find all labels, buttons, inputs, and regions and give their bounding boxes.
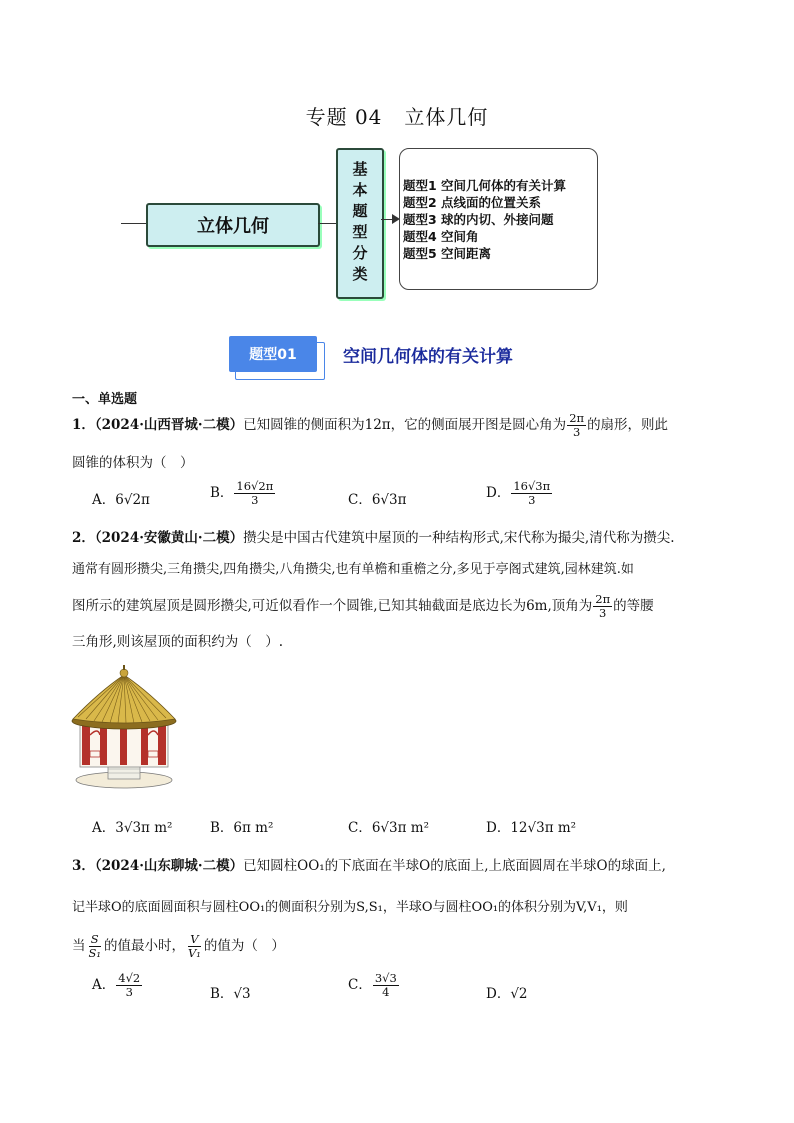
option-value: √2 (510, 986, 528, 1002)
frac-den: 4 (382, 985, 390, 999)
title-main: 立体几何 (404, 105, 489, 129)
option-value: 6√3π (371, 492, 407, 508)
q3-line3b: 的值最小时， (104, 938, 185, 954)
q3-line1: 已知圆柱OO₁的下底面在半球O的底面上,上底面圆周在半球O的球面上, (243, 858, 666, 874)
list-item: 题型5 空间距离 (403, 246, 492, 261)
q2-option-a[interactable] (92, 816, 172, 836)
frac-num: 4√2 (118, 971, 141, 985)
option-label: B． (210, 820, 234, 836)
option-value: 6√2π (115, 492, 150, 508)
frac-num: 16√3π (513, 479, 551, 493)
list-item: 题型4 空间角 (403, 229, 479, 244)
q1-head: 1．（2024·山西晋城·二模） (72, 417, 244, 433)
subsection-title: 一、单选题 (72, 392, 138, 407)
list-item: 题型3 球的内切、外接问题 (403, 212, 554, 227)
q3-line2: 记半球O的底面圆面积与圆柱OO₁的侧面积分别为S,S₁，半球O与圆柱OO₁的体积分别为V,V₁，则 (72, 900, 628, 915)
q1-fraction (567, 412, 586, 439)
q2-head: 2．（2024·安徽黄山·二模） (72, 530, 244, 546)
q3-line3c: 的值为（ ） (203, 938, 285, 954)
q3-fraction-s (87, 933, 104, 960)
frac-den: 3 (572, 425, 581, 439)
frac-num: 2π (569, 411, 585, 425)
frac-den: 3 (528, 493, 536, 507)
q2-line3a: 图所示的建筑屋顶是圆形攒尖,可近似看作一个圆锥,已知其轴截面是底边长为6m,顶角为 (72, 598, 593, 614)
frac-den: S₁ (88, 946, 101, 960)
mindmap-root: 立体几何 (146, 203, 320, 247)
q1-option-d[interactable] (486, 480, 553, 507)
option-label: A． (92, 977, 116, 993)
frac-num: V (190, 932, 199, 946)
option-label: B． (210, 986, 234, 1002)
q2-line1: 攒尖是中国古代建筑中屋顶的一种结构形式,宋代称为撮尖,清代称为攒尖. (243, 530, 675, 546)
frac-num: 3√3 (374, 971, 397, 985)
option-label: D． (486, 485, 511, 501)
q2-option-b[interactable] (210, 816, 273, 836)
q3-line3 (72, 933, 732, 960)
q3-option-d[interactable] (486, 982, 528, 1002)
connector-left (121, 223, 146, 224)
connector-root-cat (318, 223, 336, 224)
option-value: 6π m² (233, 820, 274, 836)
frac-den: 3 (125, 985, 133, 999)
q1-option-a[interactable] (92, 488, 150, 508)
q1-text-b: 的扇形，则此 (587, 417, 669, 433)
q3-head: 3．（2024·山东聊城·二模） (72, 858, 244, 874)
option-label: B． (210, 485, 234, 501)
q1-line2: 圆锥的体积为（ ） (72, 455, 194, 471)
frac-num: 16√2π (236, 479, 274, 493)
option-label: D． (486, 986, 511, 1002)
q1-option-b[interactable] (210, 480, 276, 507)
frac-num: 2π (595, 592, 611, 606)
q1-text-a: 已知圆锥的侧面积为12π，它的侧面展开图是圆心角为 (243, 417, 567, 433)
option-value: √3 (233, 986, 251, 1002)
q2-option-d[interactable] (486, 816, 576, 836)
title-prefix: 专题 04 (305, 105, 383, 129)
option-label: D． (486, 820, 511, 836)
q1-option-c[interactable] (348, 488, 407, 508)
question-2 (72, 525, 732, 551)
section-title: 空间几何体的有关计算 (343, 347, 513, 367)
list-item: 题型1 空间几何体的有关计算 (403, 178, 567, 193)
q3-option-a[interactable] (92, 972, 143, 999)
q2-option-c[interactable] (348, 816, 429, 836)
q2-fraction (593, 593, 612, 620)
option-value: 6√3π m² (371, 820, 430, 836)
frac-den: 3 (251, 493, 259, 507)
frac-den: 3 (599, 606, 607, 620)
frac-den: V₁ (188, 946, 201, 960)
option-label: C． (348, 820, 372, 836)
option-label: A． (92, 492, 116, 508)
list-item: 题型2 点线面的位置关系 (403, 195, 542, 210)
q3-option-c[interactable] (348, 972, 400, 999)
option-label: C． (348, 492, 372, 508)
option-value: 12√3π m² (510, 820, 577, 836)
page-title (0, 101, 794, 130)
section-badge: 题型01 (229, 336, 317, 372)
q3-line3a: 当 (72, 938, 86, 954)
option-label: C． (348, 977, 372, 993)
category-label: 基本题型分类 (350, 160, 369, 287)
q2-line4: 三角形,则该屋顶的面积约为（ ）. (72, 634, 284, 650)
mindmap-list (399, 148, 598, 290)
q2-line2: 通常有圆形攒尖,三角攒尖,四角攒尖,八角攒尖,也有单檐和重檐之分,多见于亭阁式建筑,园林建筑.如 (72, 562, 634, 577)
q3-option-b[interactable] (210, 982, 251, 1002)
question-3 (72, 853, 732, 879)
pavilion-image (70, 665, 178, 793)
frac-num: S (90, 932, 99, 946)
option-value: 3√3π m² (115, 820, 173, 836)
option-label: A． (92, 820, 116, 836)
q3-fraction-v (186, 933, 203, 960)
question-1 (72, 412, 732, 439)
mindmap-category (336, 148, 384, 299)
q2-line3b: 的等腰 (613, 598, 654, 614)
q2-line3 (72, 593, 732, 620)
